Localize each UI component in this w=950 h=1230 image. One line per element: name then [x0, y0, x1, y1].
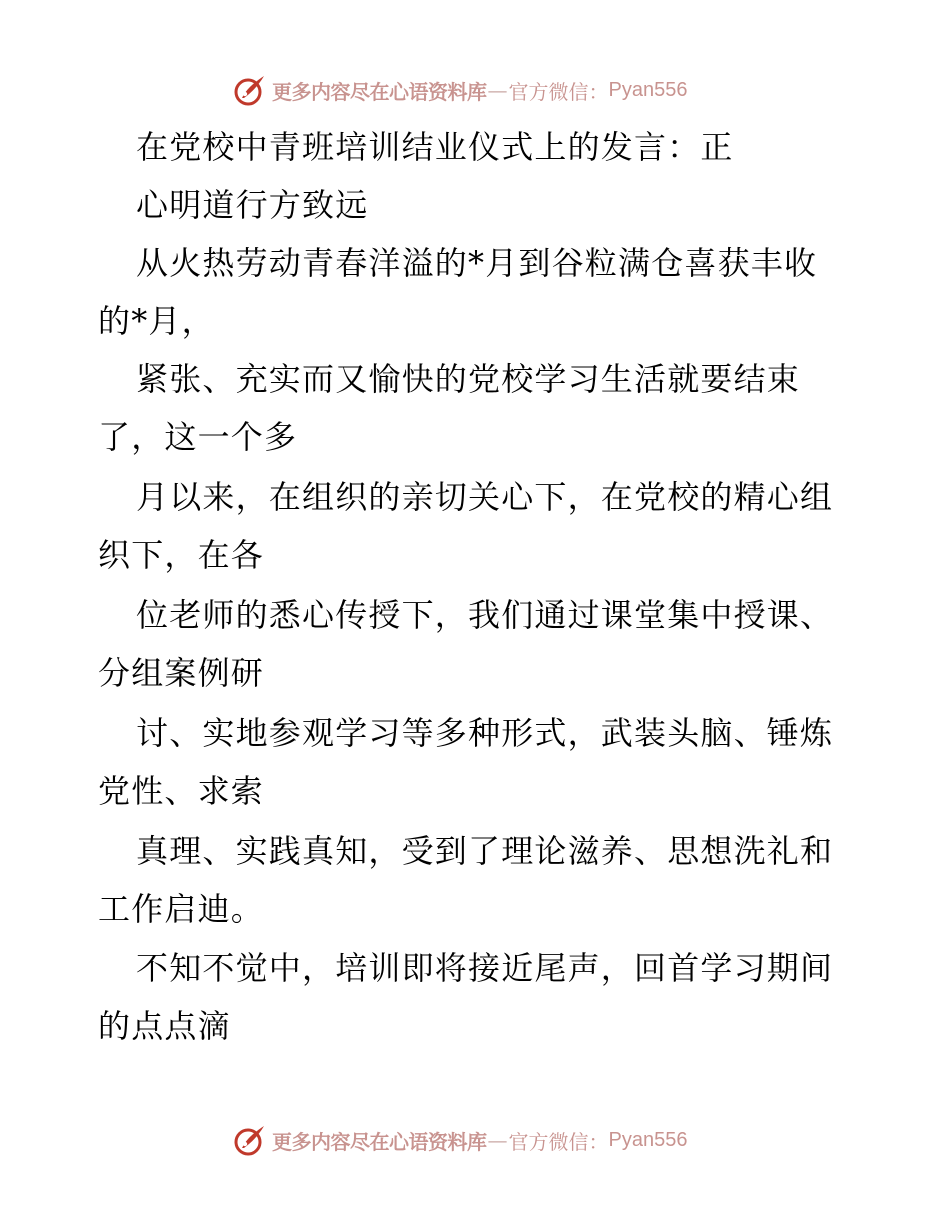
paragraph-line: 工作启迪。: [98, 890, 265, 928]
watermark-site-name: 更多内容尽在心语资料库: [272, 79, 487, 104]
watermark-contact-id: Pyan556: [608, 78, 688, 101]
quill-pen-logo-icon: [232, 1122, 268, 1158]
paragraph-line: 的*月，: [98, 302, 215, 340]
watermark-contact-label: 官方微信：: [508, 79, 609, 104]
watermark-contact-label: 官方微信：: [508, 1129, 609, 1154]
paragraph-line: 的点点滴: [98, 1007, 231, 1045]
paragraph-line: 分组案例研: [98, 654, 265, 692]
paragraph-line: 从火热劳动青春洋溢的*月到谷粒满仓喜获丰收: [136, 244, 818, 282]
paragraph-line: 真理、实践真知，受到了理论滋养、思想洗礼和: [136, 832, 834, 870]
watermark-contact-id: Pyan556: [608, 1128, 688, 1151]
paragraph-line: 织下，在各: [98, 536, 265, 574]
paragraph-line: 了，这一个多: [98, 418, 298, 456]
paragraph-line: 党性、求索: [98, 772, 265, 810]
paragraph-line: 紧张、充实而又愉快的党校学习生活就要结束: [136, 360, 801, 398]
paragraph-line: 讨、实地参观学习等多种形式，武装头脑、锤炼: [136, 714, 834, 752]
watermark-separator: —: [487, 78, 508, 102]
paragraph-line: 不知不觉中，培训即将接近尾声，回首学习期间: [136, 949, 834, 987]
footer-watermark: [232, 1120, 687, 1160]
watermark-separator: —: [487, 1128, 508, 1152]
header-watermark: [232, 70, 687, 110]
quill-pen-logo-icon: [232, 72, 268, 108]
paragraph-line: 位老师的悉心传授下，我们通过课堂集中授课、: [136, 596, 834, 634]
watermark-site-name: 更多内容尽在心语资料库: [272, 1129, 487, 1154]
title-line-1: 在党校中青班培训结业仪式上的发言：正: [136, 128, 734, 166]
title-line-2: 心明道行方致远: [136, 186, 369, 224]
paragraph-line: 月以来，在组织的亲切关心下，在党校的精心组: [136, 478, 834, 516]
